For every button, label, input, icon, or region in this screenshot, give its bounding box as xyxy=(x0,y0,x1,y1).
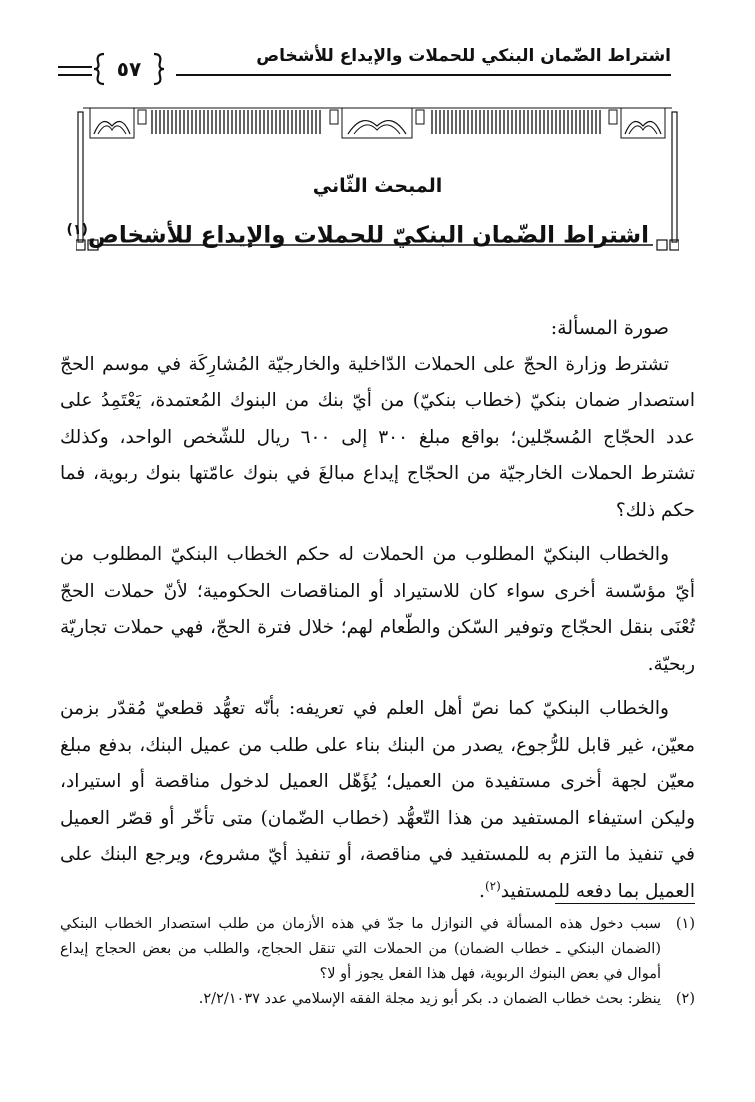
section-title xyxy=(66,222,649,249)
footnote-separator xyxy=(555,903,695,904)
main-text xyxy=(60,310,695,910)
header-rule-left-top xyxy=(58,66,92,68)
paragraph-3 xyxy=(60,691,695,910)
page-number: ٥٧ xyxy=(116,57,142,81)
paragraph-1: تشترط وزارة الحجّ على الحملات الدّاخلية والخارجيّة المُشارِكَة في موسم الحجّ استصدار ضمان بنكيّ (خطاب بنكيّ) من أيّ بنك من البنوك المُعتمدة، يَعْتَمِدُ على عدد الحجّاج المُسجّلين؛ بواقع مبلغ ٣٠٠ إلى ٦٠٠ ريال للشّخص الواحد، وكذلك تشترط الحملات الخارجيّة من الحجّاج إيداع مبالغَ في بنوك عامّتها بنوك ربوية، فما حكم ذلك؟ xyxy=(60,353,695,521)
footnote-1-text: سبب دخول هذه المسألة في النوازل ما جدّ في هذه الأزمان من طلب استصدار الخطاب البنكي (الضمان البنكي ـ خطاب الضمان) من الحملات التي تنقل الحجاج، والطلب من بعض الحجاج إيداع أموال في بعض البنوك الربوية، فهل هذا الفعل يجوز أو لا؟ xyxy=(60,916,661,982)
header-rule xyxy=(176,74,671,76)
paragraph-3-footnote-ref: (٢) xyxy=(484,878,501,893)
running-header xyxy=(66,44,671,80)
footnote-2 xyxy=(60,987,695,1012)
footnote-2-number: (٢) xyxy=(675,991,695,1007)
footnote-1-number: (١) xyxy=(675,916,695,932)
footnote-1 xyxy=(60,912,695,987)
section-heading-frame xyxy=(66,104,679,254)
header-rule-left-bottom xyxy=(58,74,92,76)
subheading: صورة المسألة: xyxy=(550,317,669,339)
paragraph-2: والخطاب البنكيّ المطلوب من الحملات له حكم الخطاب البنكيّ المطلوب من أيّ مؤسّسة أخرى سواء كان للاستيراد أو المناقصات الحكومية؛ لأنّ حملات الحجّ تُعْنَى بنقل الحجّاج وتوفير السّكن والطّعام لهم؛ خلال فترة الحجّ، فهي حملات تجاريّة ربحيّة. xyxy=(60,544,695,675)
footnote-2-text: ينظر: بحث خطاب الضمان د. بكر أبو زيد مجلة الفقه الإسلامي عدد ٢/٢/١٠٣٧. xyxy=(198,991,661,1007)
page-number-frame xyxy=(94,52,164,86)
section-title-footnote-ref: (١) xyxy=(66,222,88,238)
paragraph-3-text: والخطاب البنكيّ كما نصّ أهل العلم في تعريفه: بأنّه تعهُّد قطعيّ مُقدّر بزمن معيّن، غير قابل للرُّجوع، يصدر من البنك بناء على طلب من عميل البنك، بدفع مبلغ معيّن لجهة أخرى مستفيدة من العميل؛ يُؤَهّل العميل لدخول مناقصة أو استيراد، وليكن استيفاء المستفيد من هذا التّعهُّد (خطاب الضّمان) متى تأخّر أو قصّر العميل في تنفيذ ما التزم به للمستفيد في مناقصة، أو تنفيذ أيّ مشروع، ويرجع البنك على العميل بما دفعه للمستفيد xyxy=(60,698,695,902)
paragraph-3-end: . xyxy=(479,880,485,902)
footnotes xyxy=(60,912,695,1012)
section-label: المبحث الثّاني xyxy=(312,175,443,197)
running-title: اشتراط الضّمان البنكي للحملات والإيداع للأشخاص xyxy=(256,46,671,66)
section-title-text: اشتراط الضّمان البنكيّ للحملات والإيداع للأشخاص xyxy=(87,222,649,249)
